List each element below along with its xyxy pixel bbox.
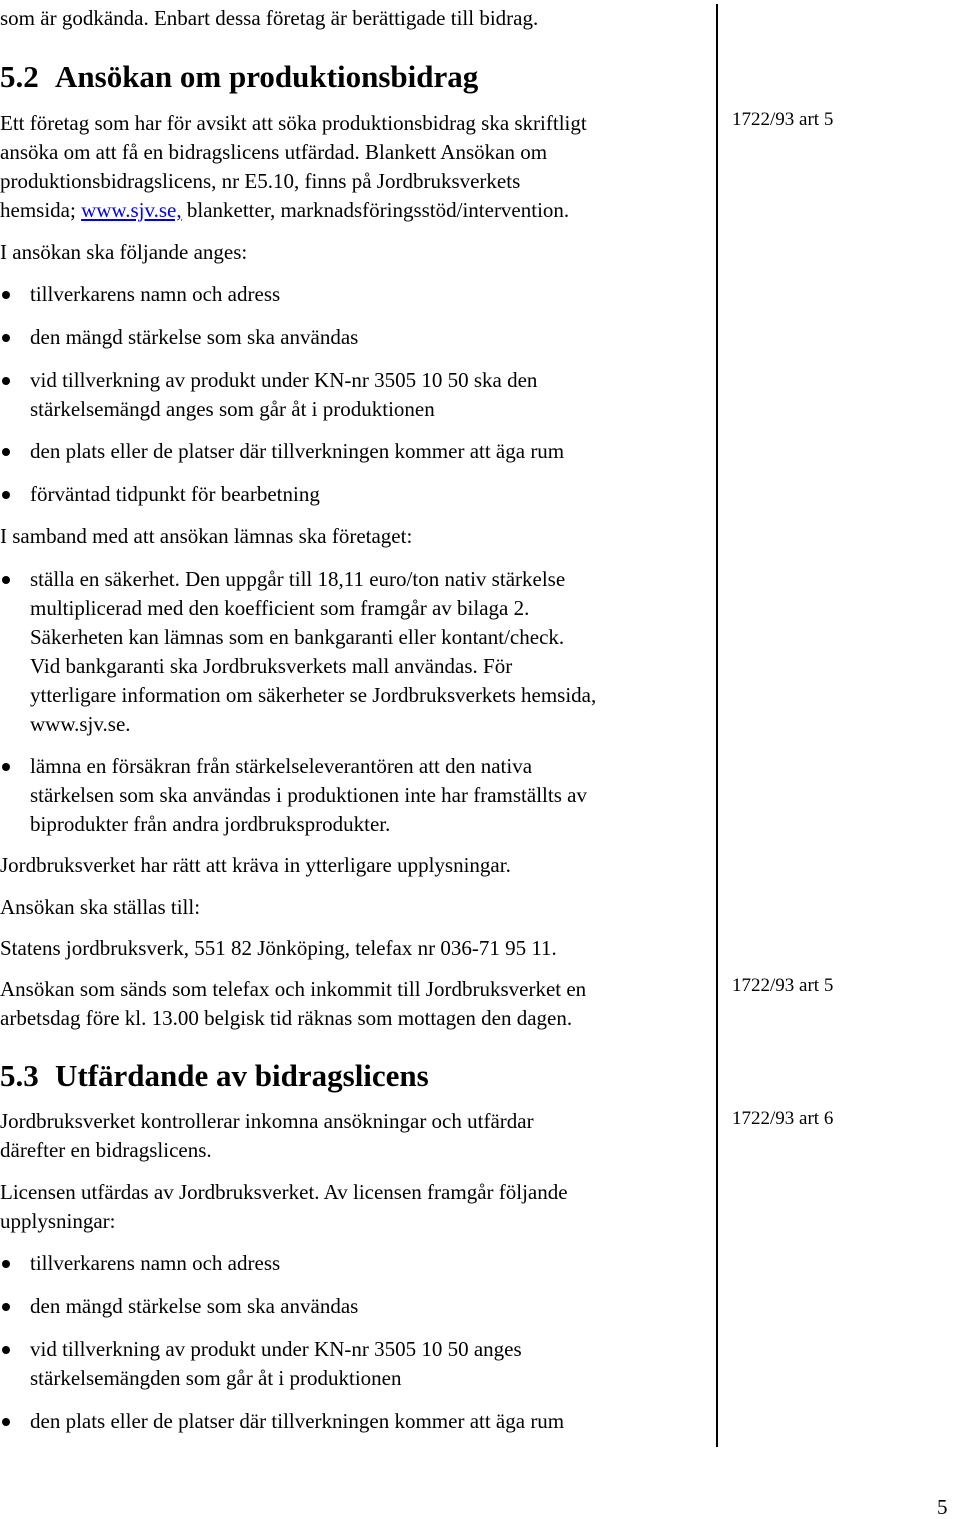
text-line: ytterligare information om säkerheter se Jordbruksverkets hemsida, xyxy=(30,683,597,707)
text-line: stärkelsemängden som går åt i produktionen xyxy=(30,1366,402,1390)
text-line: lämna en försäkran från stärkelseleverantören att den nativa xyxy=(30,754,533,778)
text-line: Säkerheten kan lämnas som en bankgaranti eller kontant/check. xyxy=(30,625,565,649)
list-item-text xyxy=(30,366,537,424)
sjv-website-link[interactable]: www.sjv.se, xyxy=(81,198,182,222)
section-heading-5-3 xyxy=(0,1058,429,1094)
list-item-text: den mängd stärkelse som ska användas xyxy=(30,1294,359,1318)
intro-line: som är godkända. Enbart dessa företag är berättigade till bidrag. xyxy=(0,6,539,30)
bullet-icon xyxy=(2,763,10,771)
section-number: 5.2 xyxy=(0,59,39,94)
bullet-icon xyxy=(2,448,10,456)
bullet-icon xyxy=(2,576,10,584)
margin-reference: 1722/93 art 6 xyxy=(732,1108,834,1129)
text-line: därefter en bidragslicens. xyxy=(0,1138,212,1162)
bullet-icon xyxy=(2,1418,10,1426)
text-line: Vid bankgaranti ska Jordbruksverkets mall användas. För xyxy=(30,654,513,678)
text-line: Jordbruksverket kontrollerar inkomna ansökningar och utfärdar xyxy=(0,1109,534,1133)
list-item-text: tillverkarens namn och adress xyxy=(30,1251,281,1275)
section-number: 5.3 xyxy=(0,1058,39,1093)
text-line xyxy=(0,196,705,225)
text-line: ställa en säkerhet. Den uppgår till 18,11 euro/ton nativ stärkelse xyxy=(30,567,566,591)
text-line: Ansökan som sänds som telefax och inkommit till Jordbruksverket en xyxy=(0,977,587,1001)
paragraph-address: Statens jordbruksverk, 551 82 Jönköping, telefax nr 036-71 95 11. xyxy=(0,936,557,960)
text-fragment: hemsida; xyxy=(0,198,82,222)
list-item-text: den plats eller de platser där tillverkningen kommer att äga rum xyxy=(30,1409,565,1433)
margin-reference: 1722/93 art 5 xyxy=(732,109,834,130)
samband-intro: I samband med att ansökan lämnas ska företaget: xyxy=(0,524,413,548)
text-line: stärkelsemängd anges som går åt i produktionen xyxy=(30,397,435,421)
bullet-icon xyxy=(2,1303,10,1311)
section-heading-5-2 xyxy=(0,59,478,95)
list-item-text: tillverkarens namn och adress xyxy=(30,282,281,306)
bullet-icon xyxy=(2,491,10,499)
paragraph-kontrollerar xyxy=(0,1107,705,1165)
list-item-text: den mängd stärkelse som ska användas xyxy=(30,325,359,349)
text-line: arbetsdag före kl. 13.00 belgisk tid räknas som mottagen den dagen. xyxy=(0,1006,573,1030)
text-line: biprodukter från andra jordbruksprodukter. xyxy=(30,812,391,836)
text-line: vid tillverkning av produkt under KN-nr 3505 10 50 ska den xyxy=(30,368,538,392)
text-line: Ett företag som har för avsikt att söka produktionsbidrag ska skriftligt xyxy=(0,111,587,135)
list-item-text: den plats eller de platser där tillverkningen kommer att äga rum xyxy=(30,439,565,463)
text-line: ansöka om att få en bidragslicens utfärdad. Blankett Ansökan om xyxy=(0,140,548,164)
list-item-text: förväntad tidpunkt för bearbetning xyxy=(30,482,320,506)
text-line: www.sjv.se. xyxy=(30,712,131,736)
bullet-icon xyxy=(2,1260,10,1268)
text-line: produktionsbidragslicens, nr E5.10, finns på Jordbruksverkets xyxy=(0,169,521,193)
text-line: vid tillverkning av produkt under KN-nr 3505 10 50 anges xyxy=(30,1337,522,1361)
bullet-icon xyxy=(2,291,10,299)
list-item-text xyxy=(30,752,587,839)
section-title: Utfärdande av bidragslicens xyxy=(55,1058,429,1093)
text-line: stärkelsen som ska användas i produktionen inte har framställts av xyxy=(30,783,587,807)
margin-reference: 1722/93 art 5 xyxy=(732,975,834,996)
bullet-icon xyxy=(2,1346,10,1354)
paragraph-avsikt xyxy=(0,109,705,225)
text-line: Licensen utfärdas av Jordbruksverket. Av licensen framgår följande xyxy=(0,1180,568,1204)
ansokan-intro: I ansökan ska följande anges: xyxy=(0,240,248,264)
paragraph-stallas: Ansökan ska ställas till: xyxy=(0,895,201,919)
text-line: upplysningar: xyxy=(0,1209,116,1233)
margin-divider xyxy=(716,4,718,1447)
paragraph-ratt: Jordbruksverket har rätt att kräva in ytterligare upplysningar. xyxy=(0,853,511,877)
bullet-icon xyxy=(2,334,10,342)
list-item-text xyxy=(30,1335,522,1393)
paragraph-telefax xyxy=(0,975,705,1033)
text-line: multiplicerad med den koefficient som framgår av bilaga 2. xyxy=(30,596,530,620)
paragraph-licensen xyxy=(0,1178,705,1236)
page-number: 5 xyxy=(937,1495,948,1519)
text-fragment: blanketter, marknadsföringsstöd/intervention. xyxy=(181,198,570,222)
section-title: Ansökan om produktionsbidrag xyxy=(55,59,479,94)
list-item-text xyxy=(30,565,596,739)
bullet-icon xyxy=(2,377,10,385)
